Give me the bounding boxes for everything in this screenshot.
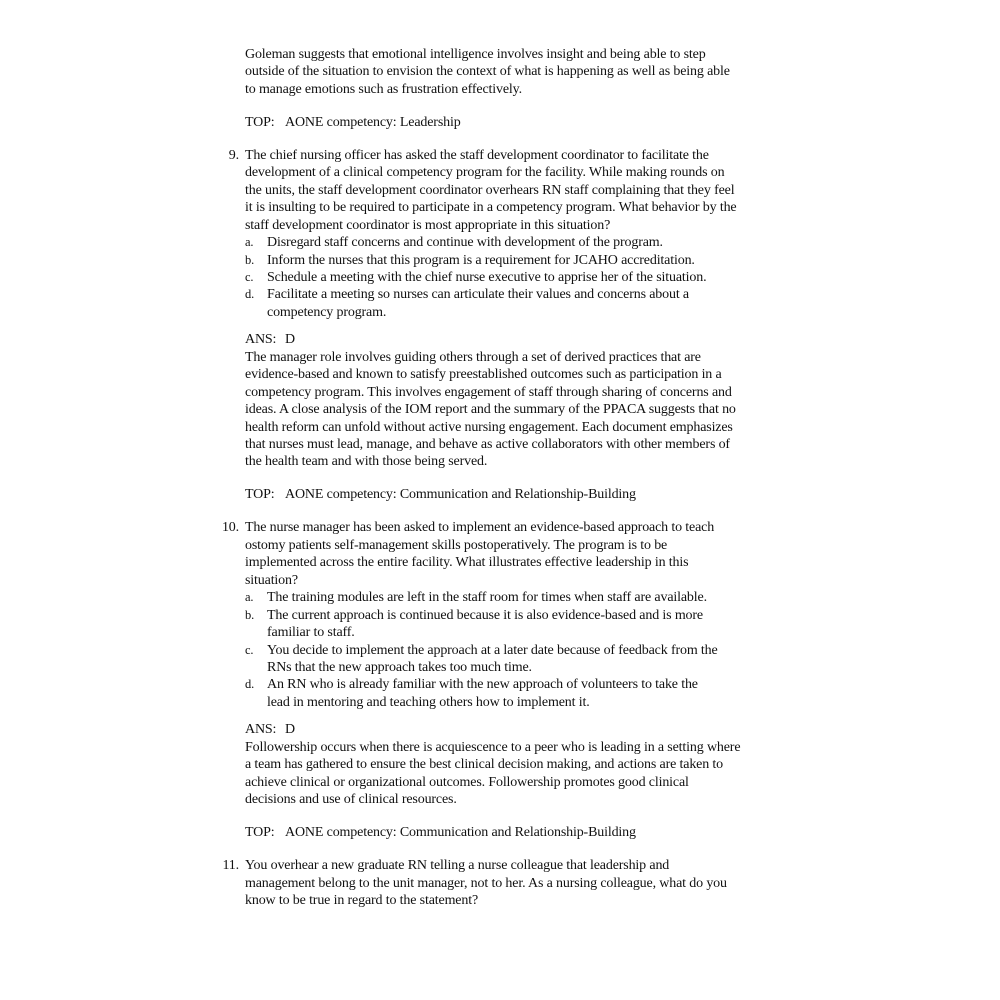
question-text-line: ostomy patients self-management skills postoperatively. The program is to be (245, 537, 668, 553)
question-text-line: the units, the staff development coordinator overhears RN staff complaining that they feel (245, 182, 735, 198)
question-text-line: The chief nursing officer has asked the staff development coordinator to facilitate the (245, 147, 709, 163)
answer-label: ANS: (245, 722, 277, 738)
option-text-line: An RN who is already familiar with the new approach of volunteers to take the (267, 677, 698, 693)
option-letter: d. (245, 287, 255, 302)
option-text-line: RNs that the new approach takes too much time. (267, 659, 532, 675)
topic-line (245, 114, 825, 131)
question-text-line: development of a clinical competency program for the facility. While making rounds on (245, 165, 725, 181)
option-letter: c. (245, 642, 254, 657)
option-text-line: Disregard staff concerns and continue with development of the program. (267, 235, 663, 251)
answer-option (245, 607, 825, 642)
rationale-line: health reform can unfold without active nursing engagement. Each document emphasizes (245, 419, 733, 435)
option-text-line: Inform the nurses that this program is a requirement for JCAHO accreditation. (267, 252, 695, 268)
question-text-line: management belong to the unit manager, not to her. As a nursing colleague, what do you (245, 875, 727, 891)
topic-text: AONE competency: Leadership (285, 114, 461, 130)
answer-option (245, 252, 825, 269)
rationale-line: a team has gathered to ensure the best clinical decision making, and actions are taken to (245, 757, 724, 773)
question-item (221, 519, 825, 711)
answer-option (245, 286, 825, 321)
answer-row (245, 331, 825, 348)
topic-label: TOP: (245, 825, 275, 841)
answer-option (245, 269, 825, 286)
question-text-line: situation? (245, 572, 298, 588)
topic-label: TOP: (245, 487, 275, 503)
option-text-line: Facilitate a meeting so nurses can articulate their values and concerns about a (267, 287, 689, 303)
question-text-line: The nurse manager has been asked to implement an evidence-based approach to teach (245, 520, 715, 536)
topic-text: AONE competency: Communication and Relationship-Building (285, 487, 636, 503)
option-text-line: familiar to staff. (267, 625, 355, 641)
document-page (221, 46, 825, 909)
question-text-line: implemented across the entire facility. What illustrates effective leadership in this (245, 555, 689, 571)
rationale-line: The manager role involves guiding others through a set of derived practices that are (245, 349, 701, 365)
topic-line (245, 824, 825, 841)
option-text-line: The training modules are left in the staff room for times when staff are available. (267, 590, 707, 606)
topic-line (245, 486, 825, 503)
text-line: Goleman suggests that emotional intelligence involves insight and being able to step (245, 47, 706, 62)
option-letter: c. (245, 270, 254, 284)
answer-option (245, 589, 825, 606)
topic-text: AONE competency: Communication and Relationship-Building (285, 825, 636, 841)
option-letter: b. (245, 607, 255, 622)
question-number: 10. (221, 520, 239, 536)
rationale-line: Followership occurs when there is acquiescence to a peer who is leading in a setting where (245, 739, 741, 755)
answer-option (245, 234, 825, 251)
rationale-line: competency program. This involves engagement of staff through sharing of concerns and (245, 384, 732, 400)
question-item (222, 857, 825, 909)
option-letter: a. (245, 235, 254, 250)
answer-option (245, 642, 825, 677)
option-letter: a. (245, 590, 254, 605)
answer-block (245, 331, 825, 471)
topic-label: TOP: (245, 114, 275, 130)
rationale-line: evidence-based and known to satisfy preestablished outcomes such as participation in a (245, 367, 722, 383)
option-text-line: Schedule a meeting with the chief nurse executive to apprise her of the situation. (267, 270, 707, 285)
rationale-line: decisions and use of clinical resources. (245, 792, 457, 807)
question-text-line: it is insulting to be required to participate in a competency program. What behavior by the (245, 200, 737, 216)
topic-row (245, 114, 825, 131)
option-text-line: lead in mentoring and teaching others how to implement it. (267, 694, 590, 710)
question-text-line: You overhear a new graduate RN telling a nurse colleague that leadership and (245, 858, 670, 874)
topic-row (245, 486, 825, 503)
text-line: to manage emotions such as frustration effectively. (245, 81, 522, 97)
text-line: outside of the situation to envision the context of what is happening as well as being able (245, 64, 730, 80)
rationale-line: achieve clinical or organizational outcomes. Followership promotes good clinical (245, 774, 689, 790)
rationale-line: the health team and with those being served. (245, 454, 488, 470)
answer-label: ANS: (245, 332, 277, 348)
option-text-line: The current approach is continued because it is also evidence-based and is more (267, 607, 703, 623)
answer-value: D (285, 332, 295, 348)
rationale-line: ideas. A close analysis of the IOM report and the summary of the PPACA suggests that no (245, 402, 736, 418)
explanation-paragraph (245, 46, 825, 98)
topic-row (245, 824, 825, 841)
question-number: 9. (228, 147, 239, 163)
option-text-line: You decide to implement the approach at a later date because of feedback from the (267, 642, 718, 658)
question-text-line: know to be true in regard to the statement? (245, 892, 479, 908)
question-item (228, 147, 825, 321)
option-text-line: competency program. (267, 304, 387, 320)
rationale-line: that nurses must lead, manage, and behave as active collaborators with other members of (245, 436, 730, 452)
answer-row (245, 721, 825, 738)
question-text-line: staff development coordinator is most appropriate in this situation? (245, 217, 611, 233)
answer-value: D (285, 722, 295, 738)
option-letter: b. (245, 252, 255, 267)
answer-block (245, 721, 825, 808)
option-letter: d. (245, 677, 255, 692)
question-number: 11. (222, 858, 239, 874)
answer-option (245, 676, 825, 711)
